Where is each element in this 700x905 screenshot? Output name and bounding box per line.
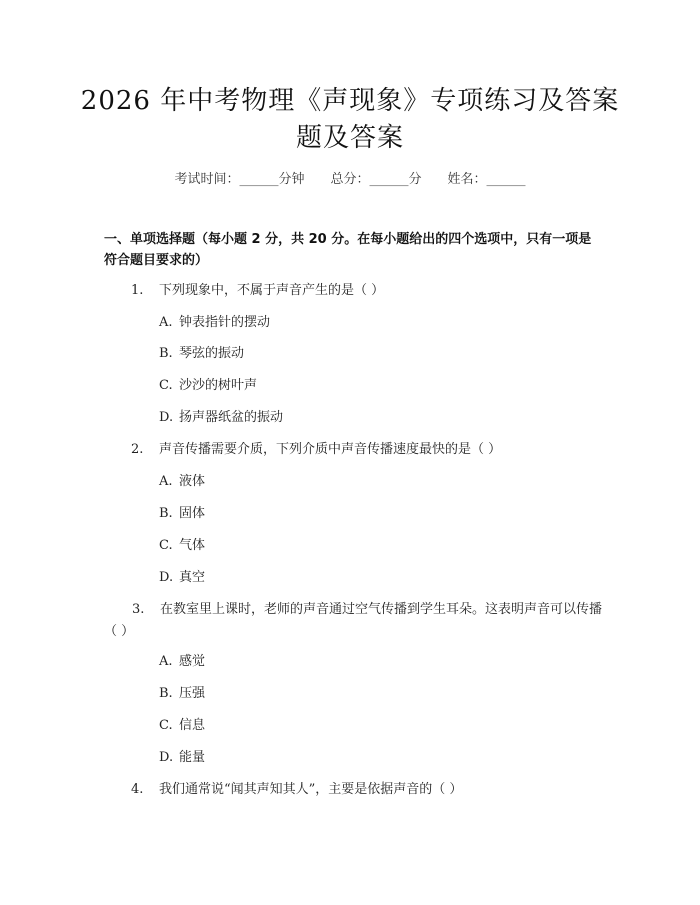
question-1-option-c: C. 沙沙的树叶声 [159, 378, 258, 393]
question-2-option-a: A. 液体 [159, 474, 206, 489]
question-text: 声音传播需要介质，下列介质中声音传播速度最快的是（ ） [159, 442, 502, 457]
section-heading: 一、单项选择题（每小题 2 分，共 20 分。在每小题给出的四个选项中，只有一项是符合题目要求的） [104, 232, 592, 268]
question-2 [131, 439, 501, 461]
question-2-option-b: B. 固体 [159, 506, 206, 521]
question-text: 下列现象中，不属于声音产生的是（ ） [159, 283, 385, 298]
document-title-line-2: 题及答案 [295, 123, 404, 153]
question-2-option-d: D. 真空 [159, 570, 206, 585]
question-2-option-c: C. 气体 [159, 538, 206, 553]
question-number: 1. [131, 283, 144, 298]
question-3-option-c: C. 信息 [159, 718, 206, 733]
question-number: 3. [132, 602, 145, 617]
question-3-option-d: D. 能量 [159, 750, 206, 765]
question-1 [131, 280, 384, 302]
total-score-label: 总分： [330, 172, 370, 187]
exam-time-label: 考试时间： [174, 172, 240, 187]
total-score-unit: 分 [408, 172, 422, 187]
exam-time-unit: 分钟 [278, 172, 305, 187]
question-number: 2. [131, 442, 144, 457]
exam-info-line [0, 168, 700, 187]
question-text: 在教室里上课时，老师的声音通过空气传播到学生耳朵。这表明声音可以传播（ ） [104, 602, 603, 639]
question-4 [131, 779, 462, 801]
question-3-option-a: A. 感觉 [159, 654, 206, 669]
exam-time-blank: ______ [239, 172, 279, 187]
total-score-blank: ______ [369, 172, 409, 187]
question-3 [104, 599, 604, 643]
student-name-label: 姓名： [447, 172, 487, 187]
question-1-option-a: A. 钟表指针的摆动 [159, 315, 271, 330]
student-name-blank: ______ [486, 172, 526, 187]
question-3-option-b: B. 压强 [159, 686, 206, 701]
document-title-line-1: 2026 年中考物理《声现象》专项练习及答案 [80, 86, 620, 116]
question-number: 4. [131, 782, 144, 797]
question-1-option-d: D. 扬声器纸盆的振动 [159, 410, 284, 425]
question-text: 我们通常说“闻其声知其人”，主要是依据声音的（ ） [159, 782, 463, 797]
question-1-option-b: B. 琴弦的振动 [159, 346, 245, 361]
